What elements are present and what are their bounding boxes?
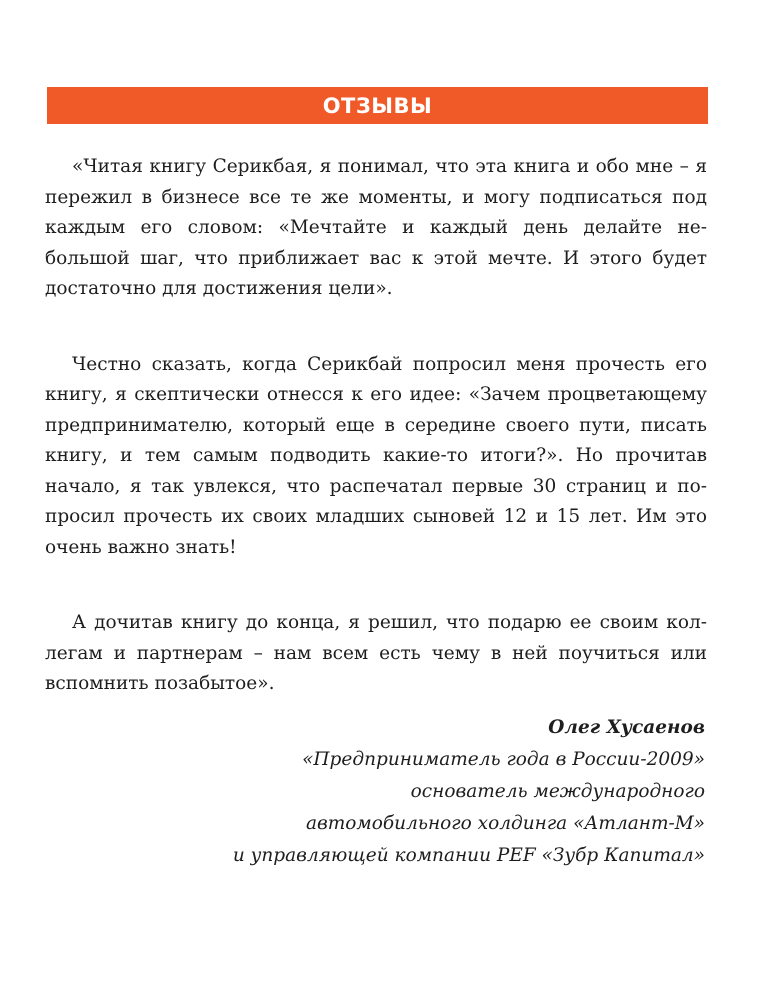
author-title-line: и управляющей компании PEF «Зубр Капитал» (232, 845, 705, 866)
review-paragraph: А дочитав книгу до конца, я решил, что подарю ее своим коллегам и партнерам – нам всем есть чему в ней поучиться или вспомнить позабытое». (45, 612, 707, 694)
author-title-line: «Предприниматель года в России-2009» (302, 749, 705, 770)
section-header-bar (47, 87, 708, 124)
review-text (45, 152, 707, 745)
author-title-line: автомобильного холдинга «Атлант-М» (305, 813, 705, 834)
author-name: Олег Хусаенов (548, 717, 705, 738)
review-paragraph: «Читая книгу Серикбая, я понимал, что эта книга и обо мне – я пережил в бизнесе все те же моменты, и могу подписаться под каждым его словом: «Мечтайте и каждый день делайте небольшой шаг, что приближает вас к этой мечте. И этого будет достаточно для достижения цели». (45, 156, 707, 299)
author-title-line: основатель международного (410, 781, 705, 802)
author-signature (233, 712, 705, 872)
section-title: ОТЗЫВЫ (322, 93, 433, 118)
review-paragraph: Честно сказать, когда Серикбай попросил меня прочесть его книгу, я скептически отнесся к его идее: «Зачем процветающему предпринимателю, который еще в середине своего пути, писать книгу, и тем самым подводить какие-то итоги?». Но прочитав начало, я так увлекся, что распечатал первые 30 страниц и попросил прочесть их своих младших сыновей 12 и 15 лет. Им это очень важно знать! (45, 353, 707, 558)
